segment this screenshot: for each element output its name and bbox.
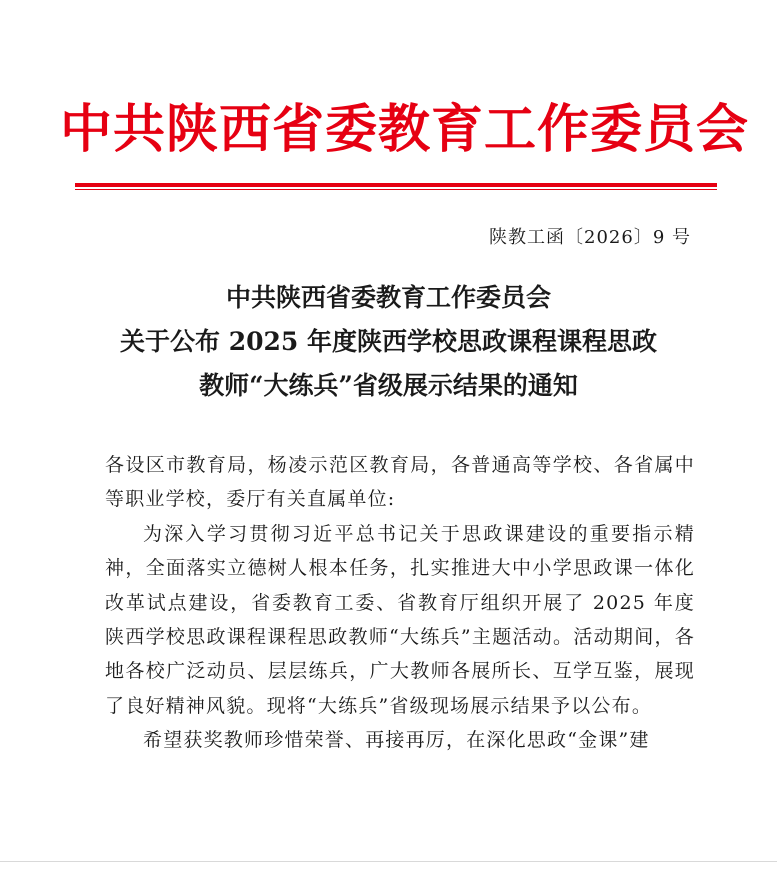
red-header-rule-thin [75,189,717,190]
page-bottom-edge [0,861,777,862]
document-number: 陕教工函〔2026〕9 号 [489,227,691,248]
title-line-1: 中共陕西省委教育工作委员会 [225,283,551,312]
title-line-2: 关于公布 2025 年度陕西学校思政课程课程思政 [120,327,657,356]
body-paragraph-1: 为深入学习贯彻习近平总书记关于思政课建设的重要指示精神，全面落实立德树人根本任务，扎实推进大中小学思政课一体化改革试点建设，省委教育工委、省教育厅组织开展了 2025 年度陕西学校思政课程课程思政教师“大练兵”主题活动。活动期间，各地各校广泛动员、层层练兵，广大教师各展所长、互学互鉴，展现了良好精神风貌。现将“大练兵”省级现场展示结果予以公布。 [105,522,695,717]
addressee: 各设区市教育局，杨凌示范区教育局，各普通高等学校、各省属中等职业学校，委厅有关直属单位: [105,454,695,511]
title-line-3: 教师“大练兵”省级展示结果的通知 [199,371,578,400]
document-body [105,448,695,758]
document-title [60,276,717,408]
red-header-rule-thick [75,183,717,187]
body-paragraph-2: 希望获奖教师珍惜荣誉、再接再厉，在深化思政“金课”建 [143,729,650,752]
red-header-organization: 中共陕西省委教育工作委员会 [60,99,750,160]
